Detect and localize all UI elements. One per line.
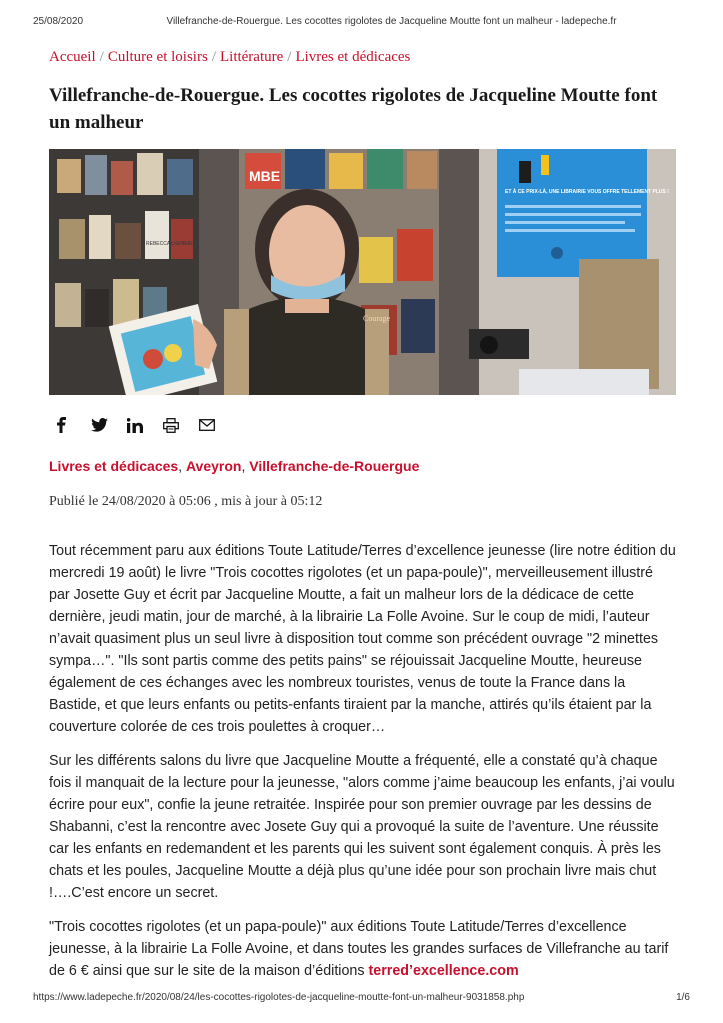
book-label-rebecca: REBECCA LIGHIERI (146, 241, 193, 247)
article-headline: Villefranche-de-Rouergue. Les cocottes rigolotes de Jacqueline Moutte font un malheur (49, 85, 658, 133)
print-icon (163, 418, 179, 433)
publisher-site-link[interactable]: terred’excellence.com (368, 963, 519, 979)
breadcrumb-item-culture[interactable]: Culture et loisirs (107, 49, 208, 65)
article-paragraph: Tout récemment paru aux éditions Toute Latitude/Terres d’excellence jeunesse (lire notre édition du mercredi 19 août) le livre "Trois cocottes rigolotes (et un papa-poule)", merveilleusement illustré par Josette Guy et écrit par Jacqueline Moutte, a fait un malheur lors de la dédicace de cette dernière, jeudi matin, jour de marché, à la librairie La Folle Avoine. Sur le coup de midi, l’auteur n’avait quasiment plus un seul livre à disposition tout comme son précédent ouvrage "2 minettes sympa…". "Ils sont partis comme des petits pains" se réjouissait Jacqueline Moutte, heureuse également de ces échanges avec les nombreux touristes, venus de toute la France dans la Bastide, et que leurs enfants ou petits-enfants tiraient par la manche, attirés qu’ils étaient par la couverture colorée de ces trois poulettes à croquer… (49, 543, 676, 735)
poster-text: ET À CE PRIX-LÀ, UNE LIBRAIRIE VOUS OFFRE TELLEMENT PLUS ! (505, 189, 669, 195)
breadcrumb-item-livres[interactable]: Livres et dédicaces (295, 49, 411, 65)
article-tags: Livres et dédicaces, Aveyron, Villefranche-de-Rouergue (49, 458, 420, 474)
publication-date: Publié le 24/08/2020 à 05:06 , mis à jour à 05:12 (49, 494, 323, 509)
share-facebook-button[interactable] (55, 414, 91, 436)
print-header (33, 16, 690, 30)
print-footer (33, 992, 690, 1006)
print-date: 25/08/2020 (33, 16, 84, 27)
twitter-icon (91, 418, 108, 432)
breadcrumb-item-litterature[interactable]: Littérature (219, 49, 284, 65)
print-url: https://www.ladepeche.fr/2020/08/24/les-cocottes-rigolotes-de-jacqueline-moutte-font-un-malheur-9031858.php (33, 992, 525, 1003)
tag-villefranche[interactable]: Villefranche-de-Rouergue (249, 458, 420, 474)
print-title: Villefranche-de-Rouergue. Les cocottes rigolotes de Jacqueline Moutte font un malheur - ladepeche.fr (166, 16, 617, 27)
share-twitter-button[interactable] (91, 414, 127, 436)
share-email-button[interactable] (199, 414, 235, 436)
breadcrumb-separator: / (99, 49, 104, 65)
breadcrumb-separator: / (211, 49, 216, 65)
book-label-mbe: MBE (249, 168, 281, 184)
breadcrumb (49, 49, 683, 66)
article-body (49, 540, 676, 994)
share-linkedin-button[interactable] (127, 414, 163, 436)
tag-aveyron[interactable]: Aveyron (185, 458, 242, 474)
breadcrumb-item-accueil[interactable]: Accueil (49, 49, 96, 65)
email-icon (199, 419, 215, 431)
final-paragraph-text: "Trois cocottes rigolotes (et un papa-poule)" aux éditions Toute Latitude/Terres d’excellence jeunesse, à la librairie La Folle Avoine, et dans toutes les grandes surfaces de Villefranche au tarif de 6 € ainsi que sur le site de la maison d’éditions (49, 919, 669, 979)
linkedin-icon (127, 418, 143, 433)
print-button[interactable] (163, 414, 199, 436)
book-label-courage: Courage (363, 314, 391, 323)
article-paragraph-final (49, 916, 676, 982)
article-photo (49, 149, 676, 395)
facebook-icon (55, 417, 67, 433)
tag-livres-dedicaces[interactable]: Livres et dédicaces (49, 458, 179, 474)
breadcrumb-separator: / (287, 49, 292, 65)
share-bar (55, 414, 235, 436)
print-page-number: 1/6 (676, 992, 690, 1003)
article-paragraph: Sur les différents salons du livre que Jacqueline Moutte a fréquenté, elle a constaté qu’à chaque fois il manquait de la lecture pour la jeunesse, "alors comme j’aime beaucoup les enfants, j’ai voulu écrire pour eux", confie la jeune retraitée. Inspirée pour son premier ouvrage par les dessins de Shabanni, c’est la rencontre avec Josete Guy qui a provoqué la suite de l’aventure. Une réussite car les enfants en redemandent et les parents qui les suivent sont également conquis. À près les chats et les poules, Jacqueline Moutte a déjà plus qu’une idée pour son prochain livre mais chut !….C’est encore un secret. (49, 753, 675, 901)
